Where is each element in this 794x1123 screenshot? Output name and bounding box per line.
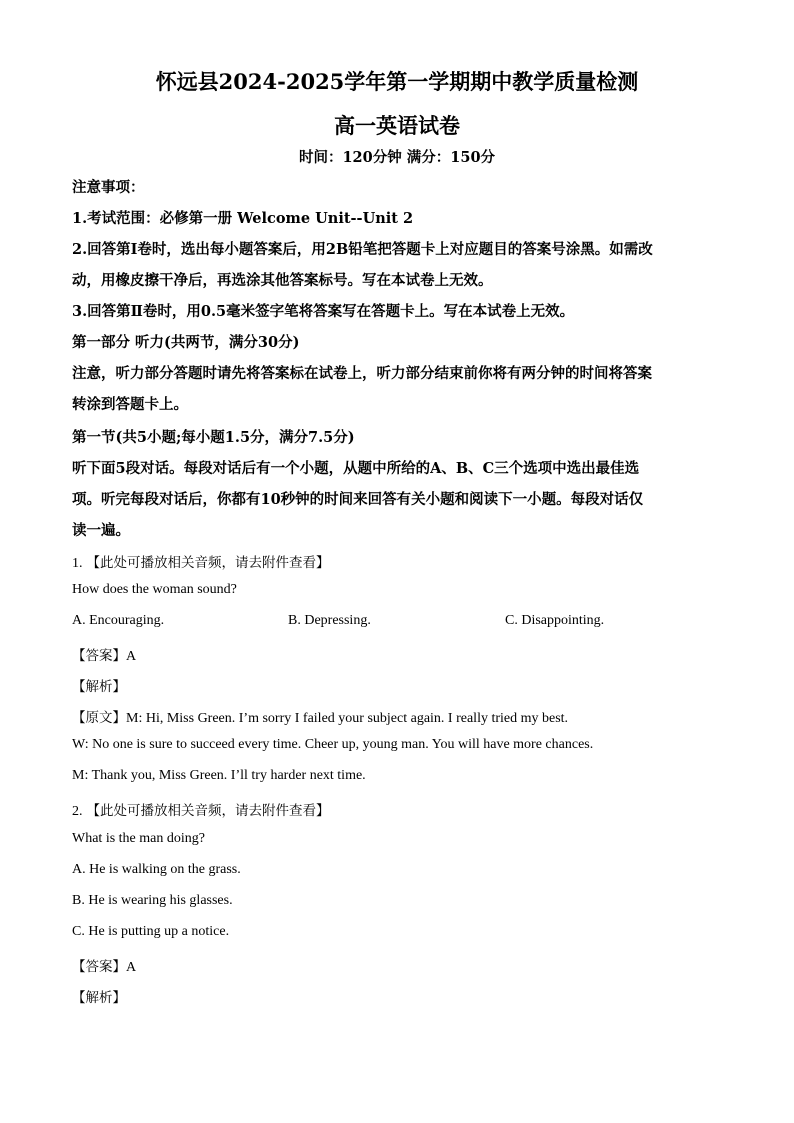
question-1-transcript-line-2: W: No one is sure to succeed every time. Cheer up, young man. You will have more chances. bbox=[72, 737, 594, 752]
answer-value: A bbox=[126, 960, 137, 975]
question-1-answer bbox=[72, 644, 722, 665]
question-2-option-b: B. He is wearing his glasses. bbox=[72, 893, 233, 908]
instruction-item-2-line-2: 动，用橡皮擦干净后，再选涂其他答案标号。写在本试卷上无效。 bbox=[72, 272, 493, 289]
exam-time-score: 时间：120分钟 满分：150分 bbox=[298, 149, 496, 166]
transcript-label: 【原文】 bbox=[72, 710, 126, 726]
question-2-option-a: A. He is walking on the grass. bbox=[72, 862, 241, 877]
instruction-item-2-line-1: 2.回答第Ⅰ卷时，选出每小题答案后，用2B铅笔把答题卡上对应题目的答案号涂黑。如需改 bbox=[72, 241, 653, 258]
audio-note: 【此处可播放相关音频，请去附件查看】 bbox=[86, 803, 330, 819]
question-number: 1. bbox=[72, 556, 83, 571]
section1-desc-line-3: 读一遍。 bbox=[72, 522, 130, 539]
section1-desc-line-1: 听下面5段对话。每段对话后有一个小题，从题中所给的A、B、C三个选项中选出最佳选 bbox=[72, 460, 640, 477]
question-number: 2. bbox=[72, 804, 83, 819]
question-2-text: What is the man doing? bbox=[72, 831, 205, 846]
question-1-option-a: A. Encouraging. bbox=[72, 613, 165, 628]
question-1-transcript-line-3: M: Thank you, Miss Green. I’ll try harder next time. bbox=[72, 768, 366, 783]
question-1-option-c: C. Disappointing. bbox=[505, 613, 605, 628]
answer-label: 【答案】 bbox=[72, 648, 126, 664]
part1-heading: 第一部分 听力(共两节，满分30分) bbox=[72, 334, 300, 351]
question-2-analysis-label: 【解析】 bbox=[72, 990, 126, 1006]
instruction-item-1: 1.考试范围：必修第一册 Welcome Unit--Unit 2 bbox=[72, 210, 414, 227]
question-2-header bbox=[72, 799, 722, 820]
section1-desc-line-2: 项。听完每段对话后，你都有10秒钟的时间来回答有关小题和阅读下一小题。每段对话仅 bbox=[72, 491, 644, 508]
instructions-heading: 注意事项： bbox=[72, 179, 145, 196]
question-1-option-b: B. Depressing. bbox=[288, 613, 371, 628]
section1-heading: 第一节(共5小题;每小题1.5分，满分7.5分) bbox=[72, 429, 355, 446]
question-1-analysis-label: 【解析】 bbox=[72, 679, 126, 695]
question-2-option-c: C. He is putting up a notice. bbox=[72, 924, 230, 939]
exam-title: 怀远县2024-2025学年第一学期期中教学质量检测 bbox=[155, 69, 639, 94]
instruction-item-3: 3.回答第Ⅱ卷时，用0.5毫米签字笔将答案写在答题卡上。写在本试卷上无效。 bbox=[72, 303, 575, 320]
question-2-answer bbox=[72, 955, 722, 976]
question-1-text: How does the woman sound? bbox=[72, 582, 237, 597]
exam-subtitle: 高一英语试卷 bbox=[334, 113, 460, 138]
answer-label: 【答案】 bbox=[72, 959, 126, 975]
question-1-transcript-line-1 bbox=[72, 706, 722, 727]
answer-value: A bbox=[126, 649, 137, 664]
part1-note-line-1: 注意，听力部分答题时请先将答案标在试卷上，听力部分结束前你将有两分钟的时间将答案 bbox=[72, 365, 652, 382]
audio-note: 【此处可播放相关音频，请去附件查看】 bbox=[86, 555, 330, 571]
part1-note-line-2: 转涂到答题卡上。 bbox=[72, 396, 188, 413]
transcript-text: M: Hi, Miss Green. I’m sorry I failed your subject again. I really tried my best. bbox=[126, 711, 569, 726]
question-1-header bbox=[72, 551, 722, 572]
